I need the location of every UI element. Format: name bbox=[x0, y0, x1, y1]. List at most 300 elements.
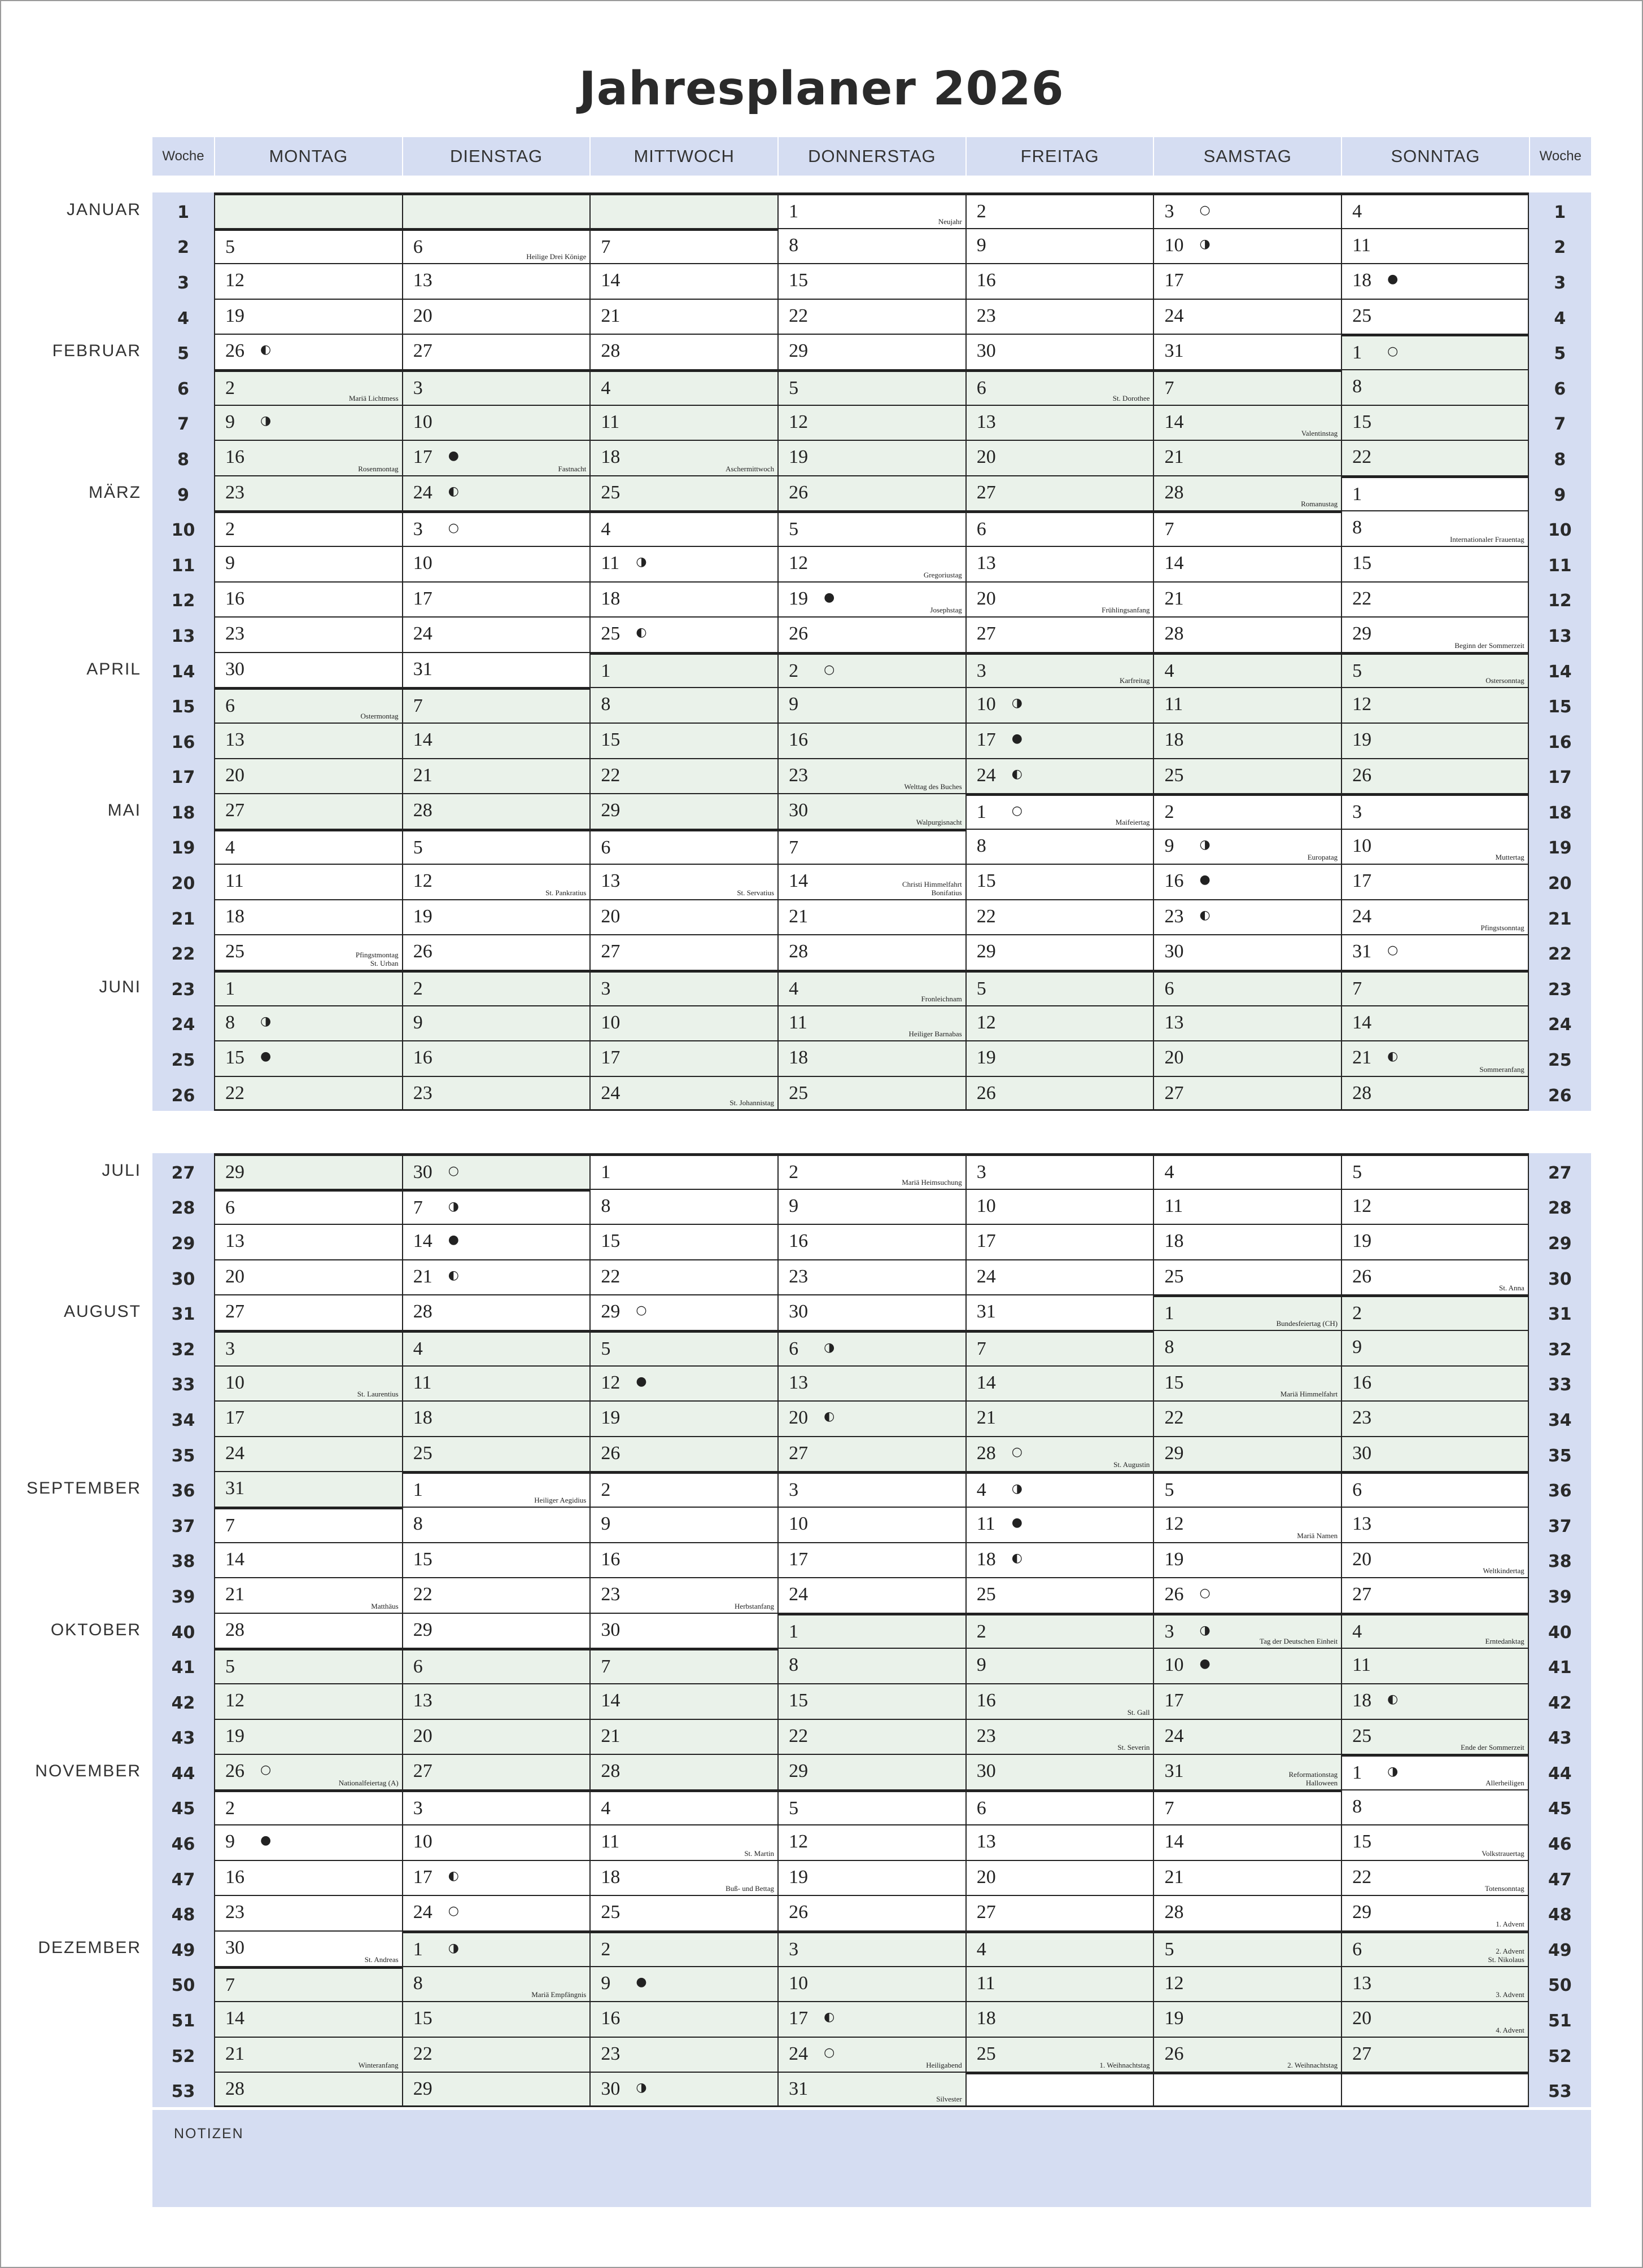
day-cell[interactable] bbox=[1341, 1153, 1529, 1189]
day-cell[interactable] bbox=[1341, 2037, 1529, 2072]
day-cell[interactable] bbox=[965, 687, 1153, 723]
day-cell[interactable] bbox=[1341, 1930, 1529, 1966]
day-cell[interactable] bbox=[1341, 299, 1529, 334]
day-cell[interactable] bbox=[1341, 2072, 1529, 2107]
day-cell[interactable] bbox=[214, 758, 402, 794]
day-cell[interactable] bbox=[589, 1259, 777, 1295]
day-cell[interactable] bbox=[589, 440, 777, 475]
day-cell[interactable] bbox=[1341, 687, 1529, 723]
day-cell[interactable] bbox=[589, 546, 777, 581]
day-cell[interactable] bbox=[402, 616, 590, 652]
day-cell[interactable] bbox=[589, 1895, 777, 1930]
day-cell[interactable] bbox=[1153, 1824, 1341, 1860]
day-cell[interactable] bbox=[777, 2001, 965, 2037]
day-cell[interactable] bbox=[589, 793, 777, 829]
day-cell[interactable] bbox=[1341, 1683, 1529, 1719]
day-cell[interactable] bbox=[1153, 1895, 1341, 1930]
day-cell[interactable] bbox=[1341, 228, 1529, 264]
day-cell[interactable] bbox=[402, 1365, 590, 1401]
day-cell[interactable] bbox=[777, 1040, 965, 1076]
day-cell[interactable] bbox=[589, 2037, 777, 2072]
day-cell[interactable] bbox=[1153, 1224, 1341, 1259]
day-cell[interactable] bbox=[777, 510, 965, 546]
day-cell[interactable] bbox=[965, 1507, 1153, 1542]
day-cell[interactable] bbox=[1341, 1040, 1529, 1076]
day-cell[interactable] bbox=[402, 1471, 590, 1507]
day-cell[interactable] bbox=[214, 1648, 402, 1683]
day-cell[interactable] bbox=[402, 1189, 590, 1224]
day-cell[interactable] bbox=[214, 263, 402, 299]
day-cell[interactable] bbox=[1341, 758, 1529, 794]
day-cell[interactable] bbox=[1153, 1613, 1341, 1648]
day-cell[interactable] bbox=[777, 934, 965, 970]
day-cell[interactable] bbox=[965, 829, 1153, 864]
day-cell[interactable] bbox=[214, 1400, 402, 1436]
day-cell[interactable] bbox=[1341, 829, 1529, 864]
day-cell[interactable] bbox=[214, 334, 402, 369]
day-cell[interactable] bbox=[1153, 263, 1341, 299]
day-cell[interactable] bbox=[965, 1189, 1153, 1224]
day-cell[interactable] bbox=[214, 1436, 402, 1472]
day-cell[interactable] bbox=[965, 475, 1153, 511]
day-cell[interactable] bbox=[214, 1895, 402, 1930]
day-cell[interactable] bbox=[589, 228, 777, 264]
day-cell[interactable] bbox=[589, 616, 777, 652]
day-cell[interactable] bbox=[214, 970, 402, 1005]
day-cell[interactable] bbox=[589, 1930, 777, 1966]
day-cell[interactable] bbox=[1341, 334, 1529, 369]
day-cell[interactable] bbox=[777, 1471, 965, 1507]
day-cell[interactable] bbox=[777, 1719, 965, 1754]
day-cell[interactable] bbox=[1341, 440, 1529, 475]
day-cell[interactable] bbox=[1153, 970, 1341, 1005]
day-cell[interactable] bbox=[214, 2001, 402, 2037]
day-cell[interactable] bbox=[1341, 1189, 1529, 1224]
day-cell[interactable] bbox=[402, 723, 590, 758]
day-cell[interactable] bbox=[214, 1754, 402, 1789]
day-cell[interactable] bbox=[777, 334, 965, 369]
day-cell[interactable] bbox=[777, 1259, 965, 1295]
day-cell[interactable] bbox=[1153, 1966, 1341, 2002]
day-cell[interactable] bbox=[1341, 1613, 1529, 1648]
day-cell[interactable] bbox=[777, 299, 965, 334]
day-cell[interactable] bbox=[965, 1754, 1153, 1789]
day-cell[interactable] bbox=[214, 1719, 402, 1754]
day-cell[interactable] bbox=[965, 934, 1153, 970]
day-cell[interactable] bbox=[965, 510, 1153, 546]
day-cell[interactable] bbox=[589, 687, 777, 723]
day-cell[interactable] bbox=[214, 899, 402, 935]
day-cell[interactable] bbox=[1341, 1436, 1529, 1472]
day-cell[interactable] bbox=[402, 1436, 590, 1472]
day-cell[interactable] bbox=[965, 440, 1153, 475]
day-cell[interactable] bbox=[1153, 899, 1341, 935]
day-cell[interactable] bbox=[1153, 440, 1341, 475]
day-cell[interactable] bbox=[777, 2072, 965, 2107]
day-cell[interactable] bbox=[777, 228, 965, 264]
day-cell[interactable] bbox=[1341, 1542, 1529, 1578]
day-cell[interactable] bbox=[965, 652, 1153, 688]
day-cell[interactable] bbox=[589, 1153, 777, 1189]
day-cell[interactable] bbox=[965, 2037, 1153, 2072]
day-cell[interactable] bbox=[589, 510, 777, 546]
day-cell[interactable] bbox=[402, 934, 590, 970]
day-cell[interactable] bbox=[402, 1400, 590, 1436]
day-cell[interactable] bbox=[402, 1895, 590, 1930]
day-cell[interactable] bbox=[1153, 616, 1341, 652]
day-cell[interactable] bbox=[214, 1507, 402, 1542]
day-cell[interactable] bbox=[965, 1330, 1153, 1365]
day-cell[interactable] bbox=[777, 723, 965, 758]
day-cell[interactable] bbox=[1153, 192, 1341, 228]
day-cell[interactable] bbox=[402, 440, 590, 475]
day-cell[interactable] bbox=[777, 1294, 965, 1330]
day-cell[interactable] bbox=[589, 829, 777, 864]
day-cell[interactable] bbox=[965, 369, 1153, 405]
day-cell[interactable] bbox=[214, 440, 402, 475]
day-cell[interactable] bbox=[214, 546, 402, 581]
day-cell[interactable] bbox=[1153, 1005, 1341, 1041]
day-cell[interactable] bbox=[777, 1153, 965, 1189]
day-cell[interactable] bbox=[402, 793, 590, 829]
day-cell[interactable] bbox=[777, 1789, 965, 1825]
day-cell[interactable] bbox=[1153, 1189, 1341, 1224]
day-cell[interactable] bbox=[1153, 475, 1341, 511]
day-cell[interactable] bbox=[777, 970, 965, 1005]
day-cell[interactable] bbox=[965, 1471, 1153, 1507]
day-cell[interactable] bbox=[214, 793, 402, 829]
day-cell[interactable] bbox=[214, 616, 402, 652]
day-cell[interactable] bbox=[1153, 334, 1341, 369]
day-cell[interactable] bbox=[589, 1966, 777, 2002]
day-cell[interactable] bbox=[214, 1824, 402, 1860]
day-cell[interactable] bbox=[214, 723, 402, 758]
day-cell[interactable] bbox=[589, 1040, 777, 1076]
day-cell[interactable] bbox=[1341, 1400, 1529, 1436]
day-cell[interactable] bbox=[1153, 2001, 1341, 2037]
day-cell[interactable] bbox=[402, 1076, 590, 1111]
day-cell[interactable] bbox=[589, 723, 777, 758]
day-cell[interactable] bbox=[1153, 1577, 1341, 1613]
day-cell[interactable] bbox=[777, 899, 965, 935]
day-cell[interactable] bbox=[214, 1613, 402, 1648]
day-cell[interactable] bbox=[965, 1076, 1153, 1111]
day-cell[interactable] bbox=[965, 1683, 1153, 1719]
day-cell[interactable] bbox=[1341, 934, 1529, 970]
day-cell[interactable] bbox=[402, 334, 590, 369]
day-cell[interactable] bbox=[1341, 1966, 1529, 2002]
day-cell[interactable] bbox=[1341, 475, 1529, 511]
day-cell[interactable] bbox=[1341, 864, 1529, 899]
day-cell[interactable] bbox=[589, 581, 777, 617]
day-cell[interactable] bbox=[214, 581, 402, 617]
day-cell[interactable] bbox=[1341, 369, 1529, 405]
day-cell[interactable] bbox=[589, 369, 777, 405]
day-cell[interactable] bbox=[1153, 829, 1341, 864]
day-cell[interactable] bbox=[214, 1294, 402, 1330]
day-cell[interactable] bbox=[1153, 2037, 1341, 2072]
day-cell[interactable] bbox=[402, 369, 590, 405]
day-cell[interactable] bbox=[1341, 1860, 1529, 1895]
day-cell[interactable] bbox=[589, 652, 777, 688]
day-cell[interactable] bbox=[777, 1542, 965, 1578]
day-cell[interactable] bbox=[402, 1648, 590, 1683]
day-cell[interactable] bbox=[965, 334, 1153, 369]
day-cell[interactable] bbox=[589, 899, 777, 935]
day-cell[interactable] bbox=[589, 1860, 777, 1895]
day-cell[interactable] bbox=[965, 723, 1153, 758]
day-cell[interactable] bbox=[1153, 1683, 1341, 1719]
day-cell[interactable] bbox=[1153, 793, 1341, 829]
day-cell[interactable] bbox=[589, 475, 777, 511]
day-cell[interactable] bbox=[1153, 546, 1341, 581]
day-cell[interactable] bbox=[589, 263, 777, 299]
day-cell[interactable] bbox=[589, 1224, 777, 1259]
day-cell[interactable] bbox=[589, 1754, 777, 1789]
day-cell[interactable] bbox=[402, 758, 590, 794]
day-cell[interactable] bbox=[777, 1648, 965, 1683]
day-cell[interactable] bbox=[777, 864, 965, 899]
day-cell[interactable] bbox=[402, 263, 590, 299]
day-cell[interactable] bbox=[402, 475, 590, 511]
day-cell[interactable] bbox=[589, 1683, 777, 1719]
day-cell[interactable] bbox=[214, 475, 402, 511]
day-cell[interactable] bbox=[777, 581, 965, 617]
day-cell[interactable] bbox=[965, 1259, 1153, 1295]
day-cell[interactable] bbox=[1341, 970, 1529, 1005]
day-cell[interactable] bbox=[1341, 652, 1529, 688]
day-cell[interactable] bbox=[777, 1365, 965, 1401]
day-cell[interactable] bbox=[589, 1330, 777, 1365]
day-cell[interactable] bbox=[965, 2072, 1153, 2107]
day-cell[interactable] bbox=[402, 1860, 590, 1895]
day-cell[interactable] bbox=[1153, 1259, 1341, 1295]
day-cell[interactable] bbox=[402, 1294, 590, 1330]
day-cell[interactable] bbox=[589, 1613, 777, 1648]
day-cell[interactable] bbox=[965, 1005, 1153, 1041]
day-cell[interactable] bbox=[777, 1966, 965, 2002]
day-cell[interactable] bbox=[1153, 1789, 1341, 1825]
day-cell[interactable] bbox=[777, 652, 965, 688]
day-cell[interactable] bbox=[777, 829, 965, 864]
day-cell[interactable] bbox=[1341, 546, 1529, 581]
day-cell[interactable] bbox=[777, 758, 965, 794]
day-cell[interactable] bbox=[965, 1040, 1153, 1076]
day-cell[interactable] bbox=[402, 1542, 590, 1578]
day-cell[interactable] bbox=[1153, 1076, 1341, 1111]
day-cell[interactable] bbox=[965, 1436, 1153, 1472]
day-cell[interactable] bbox=[1153, 299, 1341, 334]
day-cell[interactable] bbox=[777, 1613, 965, 1648]
day-cell[interactable] bbox=[402, 546, 590, 581]
day-cell[interactable] bbox=[1153, 581, 1341, 617]
day-cell[interactable] bbox=[1341, 899, 1529, 935]
day-cell[interactable] bbox=[1341, 510, 1529, 546]
day-cell[interactable] bbox=[777, 616, 965, 652]
day-cell[interactable] bbox=[214, 2037, 402, 2072]
day-cell[interactable] bbox=[214, 1471, 402, 1507]
day-cell[interactable] bbox=[402, 1577, 590, 1613]
day-cell[interactable] bbox=[1153, 687, 1341, 723]
day-cell[interactable] bbox=[214, 1259, 402, 1295]
day-cell[interactable] bbox=[777, 1754, 965, 1789]
day-cell[interactable] bbox=[402, 581, 590, 617]
day-cell[interactable] bbox=[777, 1860, 965, 1895]
day-cell[interactable] bbox=[589, 405, 777, 440]
day-cell[interactable] bbox=[402, 1005, 590, 1041]
day-cell[interactable] bbox=[1341, 1259, 1529, 1295]
day-cell[interactable] bbox=[1341, 1577, 1529, 1613]
day-cell[interactable] bbox=[1341, 405, 1529, 440]
day-cell[interactable] bbox=[589, 1436, 777, 1472]
day-cell[interactable] bbox=[1341, 723, 1529, 758]
day-cell[interactable] bbox=[1153, 1365, 1341, 1401]
day-cell[interactable] bbox=[214, 687, 402, 723]
day-cell[interactable] bbox=[214, 405, 402, 440]
day-cell[interactable] bbox=[1341, 1754, 1529, 1789]
day-cell[interactable] bbox=[402, 970, 590, 1005]
day-cell[interactable] bbox=[1153, 1436, 1341, 1472]
day-cell[interactable] bbox=[777, 1507, 965, 1542]
day-cell[interactable] bbox=[589, 1542, 777, 1578]
day-cell[interactable] bbox=[777, 1436, 965, 1472]
day-cell[interactable] bbox=[589, 1648, 777, 1683]
day-cell[interactable] bbox=[965, 581, 1153, 617]
day-cell[interactable] bbox=[1341, 581, 1529, 617]
day-cell[interactable] bbox=[1341, 1824, 1529, 1860]
day-cell[interactable] bbox=[589, 934, 777, 970]
day-cell[interactable] bbox=[777, 1577, 965, 1613]
day-cell[interactable] bbox=[965, 263, 1153, 299]
day-cell[interactable] bbox=[402, 864, 590, 899]
day-cell[interactable] bbox=[1341, 1648, 1529, 1683]
day-cell[interactable] bbox=[214, 2072, 402, 2107]
day-cell[interactable] bbox=[402, 2001, 590, 2037]
day-cell[interactable] bbox=[965, 864, 1153, 899]
day-cell[interactable] bbox=[965, 1895, 1153, 1930]
day-cell[interactable] bbox=[589, 1365, 777, 1401]
day-cell[interactable] bbox=[589, 1577, 777, 1613]
day-cell[interactable] bbox=[965, 192, 1153, 228]
day-cell[interactable] bbox=[589, 1507, 777, 1542]
day-cell[interactable] bbox=[1341, 793, 1529, 829]
day-cell[interactable] bbox=[965, 758, 1153, 794]
day-cell[interactable] bbox=[1153, 1648, 1341, 1683]
day-cell[interactable] bbox=[402, 192, 590, 228]
day-cell[interactable] bbox=[1341, 1895, 1529, 1930]
day-cell[interactable] bbox=[777, 263, 965, 299]
day-cell[interactable] bbox=[1153, 1040, 1341, 1076]
day-cell[interactable] bbox=[214, 864, 402, 899]
day-cell[interactable] bbox=[214, 1683, 402, 1719]
day-cell[interactable] bbox=[965, 616, 1153, 652]
day-cell[interactable] bbox=[777, 1930, 965, 1966]
day-cell[interactable] bbox=[1153, 1471, 1341, 1507]
day-cell[interactable] bbox=[1153, 864, 1341, 899]
day-cell[interactable] bbox=[777, 1005, 965, 1041]
day-cell[interactable] bbox=[777, 1189, 965, 1224]
day-cell[interactable] bbox=[402, 1789, 590, 1825]
day-cell[interactable] bbox=[1341, 1719, 1529, 1754]
day-cell[interactable] bbox=[965, 1294, 1153, 1330]
day-cell[interactable] bbox=[402, 652, 590, 688]
day-cell[interactable] bbox=[965, 1224, 1153, 1259]
day-cell[interactable] bbox=[589, 864, 777, 899]
day-cell[interactable] bbox=[1341, 2001, 1529, 2037]
day-cell[interactable] bbox=[777, 687, 965, 723]
day-cell[interactable] bbox=[1341, 1365, 1529, 1401]
day-cell[interactable] bbox=[777, 440, 965, 475]
day-cell[interactable] bbox=[214, 1789, 402, 1825]
day-cell[interactable] bbox=[589, 1719, 777, 1754]
day-cell[interactable] bbox=[777, 405, 965, 440]
day-cell[interactable] bbox=[965, 299, 1153, 334]
day-cell[interactable] bbox=[402, 1930, 590, 1966]
day-cell[interactable] bbox=[965, 1153, 1153, 1189]
day-cell[interactable] bbox=[777, 1076, 965, 1111]
day-cell[interactable] bbox=[214, 1005, 402, 1041]
day-cell[interactable] bbox=[402, 1259, 590, 1295]
day-cell[interactable] bbox=[402, 1224, 590, 1259]
day-cell[interactable] bbox=[965, 1966, 1153, 2002]
day-cell[interactable] bbox=[214, 934, 402, 970]
day-cell[interactable] bbox=[777, 1683, 965, 1719]
day-cell[interactable] bbox=[1341, 1294, 1529, 1330]
day-cell[interactable] bbox=[402, 1613, 590, 1648]
day-cell[interactable] bbox=[214, 1930, 402, 1966]
day-cell[interactable] bbox=[965, 228, 1153, 264]
day-cell[interactable] bbox=[1153, 369, 1341, 405]
day-cell[interactable] bbox=[1341, 1330, 1529, 1365]
day-cell[interactable] bbox=[1153, 1860, 1341, 1895]
day-cell[interactable] bbox=[965, 1542, 1153, 1578]
day-cell[interactable] bbox=[214, 510, 402, 546]
day-cell[interactable] bbox=[402, 2037, 590, 2072]
day-cell[interactable] bbox=[1341, 1789, 1529, 1825]
day-cell[interactable] bbox=[402, 829, 590, 864]
day-cell[interactable] bbox=[965, 405, 1153, 440]
day-cell[interactable] bbox=[1153, 934, 1341, 970]
day-cell[interactable] bbox=[402, 1507, 590, 1542]
day-cell[interactable] bbox=[214, 1153, 402, 1189]
day-cell[interactable] bbox=[589, 1824, 777, 1860]
day-cell[interactable] bbox=[965, 1860, 1153, 1895]
day-cell[interactable] bbox=[1341, 1224, 1529, 1259]
day-cell[interactable] bbox=[214, 1224, 402, 1259]
day-cell[interactable] bbox=[402, 299, 590, 334]
day-cell[interactable] bbox=[402, 687, 590, 723]
day-cell[interactable] bbox=[214, 1542, 402, 1578]
day-cell[interactable] bbox=[214, 1860, 402, 1895]
day-cell[interactable] bbox=[965, 1613, 1153, 1648]
day-cell[interactable] bbox=[589, 1294, 777, 1330]
day-cell[interactable] bbox=[589, 1400, 777, 1436]
day-cell[interactable] bbox=[589, 1189, 777, 1224]
day-cell[interactable] bbox=[402, 1683, 590, 1719]
day-cell[interactable] bbox=[777, 793, 965, 829]
day-cell[interactable] bbox=[777, 2037, 965, 2072]
day-cell[interactable] bbox=[589, 2001, 777, 2037]
day-cell[interactable] bbox=[965, 1824, 1153, 1860]
day-cell[interactable] bbox=[1341, 1005, 1529, 1041]
day-cell[interactable] bbox=[214, 192, 402, 228]
day-cell[interactable] bbox=[1153, 1294, 1341, 1330]
day-cell[interactable] bbox=[1153, 723, 1341, 758]
day-cell[interactable] bbox=[965, 899, 1153, 935]
day-cell[interactable] bbox=[965, 1577, 1153, 1613]
day-cell[interactable] bbox=[589, 970, 777, 1005]
day-cell[interactable] bbox=[965, 1719, 1153, 1754]
